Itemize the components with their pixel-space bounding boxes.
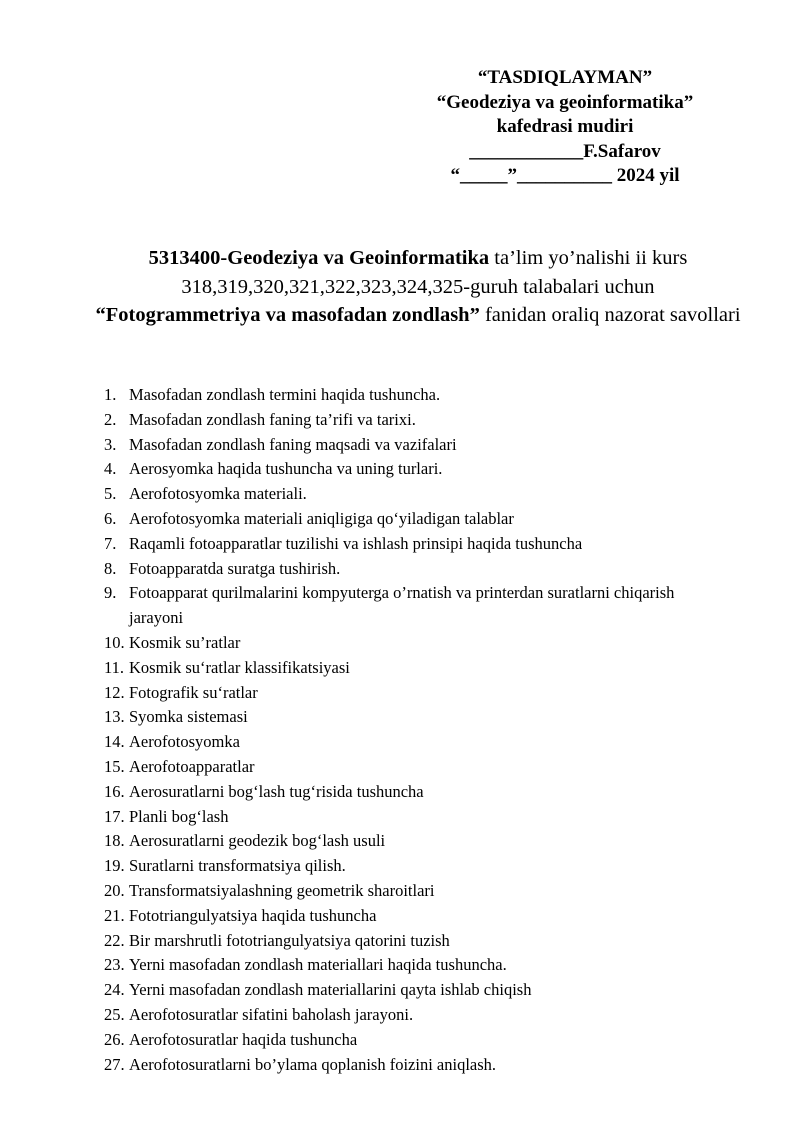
list-item bbox=[104, 780, 724, 805]
question-number: 18. bbox=[104, 831, 125, 851]
question-text: Aerosuratlarni geodezik bog‘lash usuli bbox=[129, 831, 386, 851]
question-text: Yerni masofadan zondlash materiallari haqida tushuncha. bbox=[129, 955, 507, 975]
list-item bbox=[104, 929, 724, 954]
question-text: Suratlarni transformatsiya qilish. bbox=[129, 856, 346, 876]
list-item bbox=[104, 681, 724, 706]
question-number: 21. bbox=[104, 905, 125, 925]
question-text: Aerofotoapparatlar bbox=[129, 756, 255, 776]
list-item bbox=[104, 656, 724, 681]
question-text: Masofadan zondlash termini haqida tushuncha. bbox=[129, 385, 441, 404]
list-item bbox=[104, 829, 724, 854]
approval-date: “_____”__________ 2024 yil bbox=[450, 165, 680, 186]
list-item bbox=[104, 805, 724, 830]
question-text: Planli bog‘lash bbox=[129, 806, 229, 826]
question-number: 1. bbox=[104, 385, 117, 404]
question-text: Fotoapparatda suratga tushirish. bbox=[129, 558, 341, 578]
question-number: 5. bbox=[104, 484, 117, 504]
question-text: Syomka sistemasi bbox=[129, 707, 248, 727]
question-number: 13. bbox=[104, 707, 125, 727]
question-number: 22. bbox=[104, 930, 125, 950]
list-item bbox=[104, 953, 724, 978]
list-item bbox=[104, 482, 724, 507]
question-number: 14. bbox=[104, 732, 125, 752]
question-number: 19. bbox=[104, 856, 125, 876]
program-name: 5313400-Geodeziya va Geoinformatika bbox=[148, 247, 490, 269]
question-text: Masofadan zondlash faning maqsadi va vazifalari bbox=[129, 434, 457, 454]
question-number: 27. bbox=[104, 1054, 125, 1074]
document-heading bbox=[90, 244, 746, 330]
question-number: 10. bbox=[104, 632, 125, 652]
question-number: 7. bbox=[104, 533, 117, 553]
list-item bbox=[104, 1028, 724, 1053]
list-item bbox=[104, 631, 724, 656]
list-item bbox=[104, 457, 724, 482]
question-number: 17. bbox=[104, 806, 125, 826]
question-number: 4. bbox=[104, 459, 117, 479]
approval-title: “TASDIQLAYMAN” bbox=[477, 67, 653, 88]
list-item bbox=[104, 507, 724, 532]
question-text: Aerofotosuratlar sifatini baholash jarayoni. bbox=[129, 1004, 414, 1024]
question-number: 25. bbox=[104, 1004, 125, 1024]
question-list bbox=[104, 383, 724, 1077]
question-number: 9. bbox=[104, 583, 117, 603]
question-number: 15. bbox=[104, 756, 125, 776]
question-text: Masofadan zondlash faning ta’rifi va tarixi. bbox=[129, 409, 416, 429]
approval-position: kafedrasi mudiri bbox=[496, 116, 634, 137]
approval-block bbox=[414, 66, 716, 189]
question-text: Bir marshrutli fototriangulyatsiya qatorini tuzish bbox=[129, 930, 450, 950]
question-text: Kosmik su’ratlar bbox=[129, 632, 241, 652]
approval-department: “Geodeziya va geoinformatika” bbox=[436, 91, 694, 113]
list-item bbox=[104, 705, 724, 730]
question-number: 24. bbox=[104, 980, 125, 1000]
list-item bbox=[104, 879, 724, 904]
question-text: Aerofotosyomka bbox=[129, 732, 240, 752]
subject-name: “Fotogrammetriya va masofadan zondlash” bbox=[95, 304, 480, 326]
list-item bbox=[104, 904, 724, 929]
question-number: 8. bbox=[104, 558, 117, 578]
list-item bbox=[104, 532, 724, 557]
question-text: Aerofotosuratlar haqida tushuncha bbox=[129, 1029, 358, 1049]
list-item bbox=[104, 433, 724, 458]
approval-signature: ____________F.Safarov bbox=[469, 140, 661, 162]
list-item bbox=[104, 557, 724, 582]
question-number: 2. bbox=[104, 409, 117, 429]
question-text: Fototriangulyatsiya haqida tushuncha bbox=[129, 905, 377, 925]
question-number: 20. bbox=[104, 880, 125, 900]
group-list: 318,319,320,321,322,323,324,325-guruh talabalari uchun bbox=[181, 275, 655, 298]
question-number: 26. bbox=[104, 1029, 125, 1049]
question-number: 6. bbox=[104, 508, 117, 528]
list-item bbox=[104, 755, 724, 780]
question-text: Aerofotosyomka materiali aniqligiga qo‘yiladigan talablar bbox=[129, 508, 514, 528]
list-item bbox=[104, 1053, 724, 1078]
program-suffix: ta’lim yo’nalishi ii kurs bbox=[489, 247, 688, 269]
question-text: Fotografik su‘ratlar bbox=[129, 682, 258, 702]
question-number: 12. bbox=[104, 682, 125, 702]
question-text: Fotoapparat qurilmalarini kompyuterga o’rnatish va printerdan suratlarni chiqarish jarayoni bbox=[129, 583, 675, 628]
list-item bbox=[104, 383, 724, 408]
question-text: Aerosuratlarni bog‘lash tug‘risida tushuncha bbox=[129, 781, 424, 801]
list-item bbox=[104, 408, 724, 433]
question-number: 3. bbox=[104, 434, 117, 454]
list-item bbox=[104, 581, 724, 631]
question-text: Aerosyomka haqida tushuncha va uning turlari. bbox=[129, 459, 443, 479]
question-text: Raqamli fotoapparatlar tuzilishi va ishlash prinsipi haqida tushuncha bbox=[129, 533, 583, 553]
question-text: Transformatsiyalashning geometrik sharoitlari bbox=[129, 880, 435, 900]
question-text: Yerni masofadan zondlash materiallarini qayta ishlab chiqish bbox=[129, 980, 532, 1000]
question-text: Kosmik su‘ratlar klassifikatsiyasi bbox=[129, 657, 350, 677]
question-text: Aerofotosuratlarni bo’ylama qoplanish foizini aniqlash. bbox=[129, 1054, 497, 1074]
list-item bbox=[104, 730, 724, 755]
subject-suffix: fanidan oraliq nazorat savollari bbox=[479, 304, 741, 326]
question-number: 16. bbox=[104, 781, 125, 801]
question-text: Aerofotosyomka materiali. bbox=[129, 484, 307, 504]
list-item bbox=[104, 978, 724, 1003]
list-item bbox=[104, 1003, 724, 1028]
question-number: 23. bbox=[104, 955, 125, 975]
question-number: 11. bbox=[104, 657, 125, 677]
list-item bbox=[104, 854, 724, 879]
